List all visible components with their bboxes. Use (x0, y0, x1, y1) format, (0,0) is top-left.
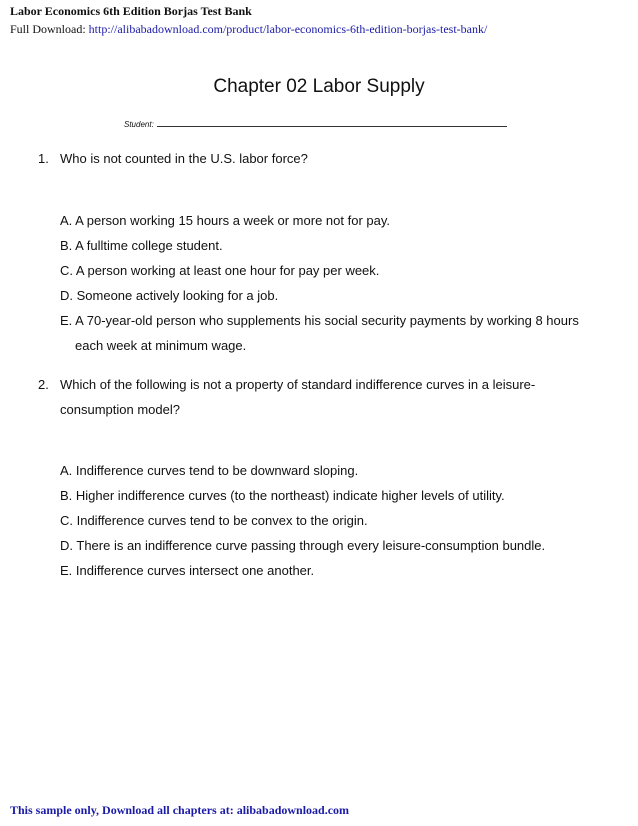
option-c: C. A person working at least one hour for pay per week. (60, 263, 380, 278)
download-line (10, 22, 487, 36)
option-b: B. A fulltime college student. (60, 238, 223, 253)
header-title: Labor Economics 6th Edition Borjas Test Bank (10, 4, 252, 18)
option-c: C. Indifference curves tend to be convex to the origin. (60, 513, 368, 528)
question-2 (38, 372, 598, 422)
footer-notice[interactable]: This sample only, Download all chapters at: alibabadownload.com (10, 803, 350, 817)
option-a: A. Indifference curves tend to be downward sloping. (60, 463, 359, 478)
student-name-line (157, 126, 507, 127)
page-title: Chapter 02 Labor Supply (213, 76, 425, 97)
question-number: 2. (38, 377, 49, 392)
student-label: Student: (124, 120, 154, 129)
question-1 (38, 146, 598, 171)
download-prefix: Full Download: (10, 22, 89, 36)
question-1-options (60, 208, 600, 358)
question-text: Which of the following is not a property of standard indifference curves in a leisure-consumption model? (60, 377, 536, 417)
question-text: Who is not counted in the U.S. labor force? (60, 151, 308, 166)
option-e: E. A 70-year-old person who supplements his social security payments by working 8 hours each week at minimum wage. (60, 313, 579, 353)
option-d: D. There is an indifference curve passing through every leisure-consumption bundle. (60, 538, 546, 553)
option-d: D. Someone actively looking for a job. (60, 288, 279, 303)
option-e: E. Indifference curves intersect one another. (60, 563, 315, 578)
download-link[interactable]: http://alibabadownload.com/product/labor-economics-6th-edition-borjas-test-bank/ (88, 22, 488, 36)
question-number: 1. (38, 151, 49, 166)
student-field (124, 120, 507, 129)
question-2-options (60, 458, 600, 583)
option-a: A. A person working 15 hours a week or more not for pay. (60, 213, 390, 228)
option-b: B. Higher indifference curves (to the northeast) indicate higher levels of utility. (60, 488, 505, 503)
